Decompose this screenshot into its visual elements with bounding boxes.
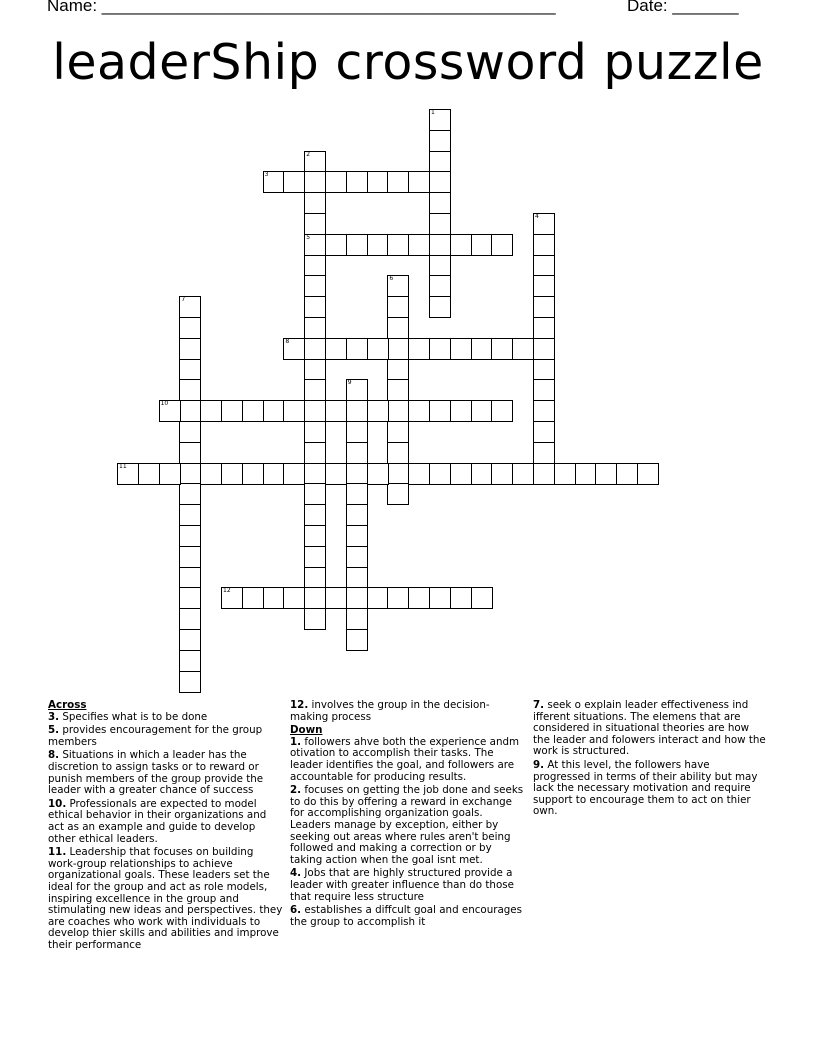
clue-column-1 <box>48 700 283 953</box>
crossword-cell[interactable] <box>408 463 430 485</box>
crossword-cell[interactable] <box>179 567 201 589</box>
crossword-cell[interactable] <box>429 463 451 485</box>
crossword-cell[interactable] <box>325 171 347 193</box>
crossword-cell[interactable] <box>200 400 222 422</box>
crossword-cell[interactable] <box>179 463 201 485</box>
crossword-cell[interactable] <box>533 400 555 422</box>
crossword-cell[interactable] <box>533 296 555 318</box>
crossword-cell[interactable] <box>533 255 555 277</box>
clue-across: 3. Specifies what is to be done <box>48 710 208 723</box>
crossword-cell[interactable] <box>325 400 347 422</box>
crossword-cell[interactable] <box>263 171 285 193</box>
crossword-cell[interactable] <box>325 234 347 256</box>
crossword-cell[interactable] <box>387 296 409 318</box>
crossword-cell[interactable] <box>387 463 409 485</box>
crossword-cell[interactable] <box>304 171 326 193</box>
crossword-cell[interactable] <box>346 442 368 464</box>
crossword-cell[interactable] <box>304 483 326 505</box>
crossword-cell[interactable] <box>387 587 409 609</box>
crossword-cell[interactable] <box>179 421 201 443</box>
crossword-cell[interactable] <box>221 463 243 485</box>
crossword-cell[interactable] <box>179 525 201 547</box>
clue-across: 5. provides encouragement for the group members <box>48 724 263 748</box>
crossword-cell[interactable] <box>179 608 201 630</box>
clue-number: 4 <box>535 213 539 220</box>
clue-number: 1 <box>431 109 435 116</box>
crossword-cell[interactable] <box>471 338 493 360</box>
crossword-cell[interactable] <box>408 234 430 256</box>
crossword-cell[interactable] <box>367 587 389 609</box>
crossword-cell[interactable] <box>179 546 201 568</box>
crossword-cell[interactable] <box>346 587 368 609</box>
crossword-cell[interactable] <box>304 213 326 235</box>
down-heading: Down <box>290 724 323 737</box>
crossword-cell[interactable] <box>304 525 326 547</box>
crossword-cell[interactable] <box>387 234 409 256</box>
clue-number: 5 <box>306 233 311 241</box>
crossword-cell[interactable] <box>429 171 451 193</box>
crossword-cell[interactable] <box>159 400 181 422</box>
crossword-cell[interactable] <box>325 338 347 360</box>
crossword-cell[interactable] <box>200 463 222 485</box>
crossword-cell[interactable] <box>179 587 201 609</box>
crossword-cell[interactable] <box>346 421 368 443</box>
crossword-cell[interactable] <box>179 650 201 672</box>
clue-column-3 <box>533 700 769 820</box>
crossword-cell[interactable] <box>408 338 430 360</box>
clue-across: 8. Situations in which a leader has the discretion to assign tasks or to reward or punish members of the group provide the leader with a greater chance of success <box>48 749 264 797</box>
crossword-cell[interactable] <box>325 463 347 485</box>
crossword-cell[interactable] <box>554 463 576 485</box>
clue-column-2 <box>290 700 526 930</box>
crossword-cell[interactable] <box>429 109 451 131</box>
across-heading: Across <box>48 699 87 711</box>
clue-across: 11. Leadership that focuses on building work-group relationships to achieve organizational goals. These leaders set the ideal for the group and act as role models, inspiring excellence in the group and stimulating new ideas and perspectives. they are coaches who work with individuals to develop thier skills and abilities and improve their performance <box>48 846 283 951</box>
clue-down: 6. establishes a diffcult goal and encourages the group to accomplish it <box>290 904 523 928</box>
clue-number: 3 <box>264 171 269 179</box>
page-title: leaderShip crossword puzzle <box>52 34 764 91</box>
crossword-cell[interactable] <box>346 171 368 193</box>
crossword-cell[interactable] <box>471 400 493 422</box>
crossword-cell[interactable] <box>283 463 305 485</box>
crossword-cell[interactable] <box>533 463 555 485</box>
crossword-cell[interactable] <box>304 400 326 422</box>
clue-number: 11 <box>119 462 127 470</box>
clue-down: 1. followers ahve both the experience andm otivation to accomplish their tasks. The leader identifies the goal, and followers are accountable for producing results. <box>290 735 520 783</box>
crossword-cell[interactable] <box>179 359 201 381</box>
crossword-cell[interactable] <box>242 400 264 422</box>
clue-across: 12. involves the group in the decision-making process <box>290 699 490 723</box>
crossword-cell[interactable] <box>387 442 409 464</box>
crossword-cell[interactable] <box>325 587 347 609</box>
crossword-cell[interactable] <box>283 171 305 193</box>
crossword-cell[interactable] <box>221 400 243 422</box>
crossword-cell[interactable] <box>387 275 409 297</box>
clue-number: 7 <box>181 296 186 304</box>
crossword-cell[interactable] <box>491 338 513 360</box>
crossword-cell[interactable] <box>408 171 430 193</box>
crossword-cell[interactable] <box>367 463 389 485</box>
crossword-cell[interactable] <box>117 463 139 485</box>
clue-number: 10 <box>160 400 169 408</box>
clue-number: 2 <box>306 150 311 158</box>
crossword-cell[interactable] <box>575 463 597 485</box>
crossword-cell[interactable] <box>179 400 201 422</box>
crossword-cell[interactable] <box>387 483 409 505</box>
crossword-cell[interactable] <box>346 400 368 422</box>
crossword-cell[interactable] <box>387 421 409 443</box>
crossword-cell[interactable] <box>304 421 326 443</box>
crossword-cell[interactable] <box>512 338 534 360</box>
crossword-cell[interactable] <box>304 234 326 256</box>
crossword-cell[interactable] <box>242 587 264 609</box>
crossword-cell[interactable] <box>429 275 451 297</box>
crossword-cell[interactable] <box>304 151 326 173</box>
crossword-cell[interactable] <box>304 317 326 339</box>
crossword-cell[interactable] <box>346 234 368 256</box>
crossword-cell[interactable] <box>367 171 389 193</box>
crossword-cell[interactable] <box>179 504 201 526</box>
crossword-cell[interactable] <box>367 338 389 360</box>
crossword-cell[interactable] <box>283 587 305 609</box>
crossword-cell[interactable] <box>304 338 326 360</box>
crossword-cell[interactable] <box>450 338 472 360</box>
crossword-cell[interactable] <box>304 442 326 464</box>
crossword-cell[interactable] <box>179 379 201 401</box>
crossword-cell[interactable] <box>533 421 555 443</box>
crossword-cell[interactable] <box>450 587 472 609</box>
clue-down: 9. At this level, the followers have progressed in terms of their ability but may lack the necessary motivation and require support to encourage them to act on thier own. <box>533 758 758 818</box>
crossword-cell[interactable] <box>179 483 201 505</box>
crossword-cell[interactable] <box>429 213 451 235</box>
crossword-cell[interactable] <box>263 400 285 422</box>
crossword-cell[interactable] <box>138 463 160 485</box>
crossword-cell[interactable] <box>616 463 638 485</box>
clue-down: 4. Jobs that are highly structured provide a leader with greater influence than do those that require less structure <box>290 867 514 903</box>
crossword-cell[interactable] <box>533 338 555 360</box>
crossword-cell[interactable] <box>533 442 555 464</box>
crossword-cell[interactable] <box>283 338 305 360</box>
crossword-cell[interactable] <box>387 338 409 360</box>
crossword-cell[interactable] <box>346 629 368 651</box>
crossword-cell[interactable] <box>304 587 326 609</box>
date-field-label: Date: _______ <box>627 0 739 15</box>
crossword-cell[interactable] <box>429 296 451 318</box>
crossword-cell[interactable] <box>346 504 368 526</box>
crossword-cell[interactable] <box>242 463 264 485</box>
crossword-cell[interactable] <box>179 317 201 339</box>
crossword-cell[interactable] <box>471 463 493 485</box>
crossword-cell[interactable] <box>429 338 451 360</box>
crossword-cell[interactable] <box>221 587 243 609</box>
crossword-cell[interactable] <box>304 275 326 297</box>
crossword-cell[interactable] <box>304 463 326 485</box>
crossword-cell[interactable] <box>491 400 513 422</box>
crossword-cell[interactable] <box>346 567 368 589</box>
crossword-cell[interactable] <box>346 463 368 485</box>
crossword-cell[interactable] <box>408 400 430 422</box>
crossword-cell[interactable] <box>387 400 409 422</box>
crossword-cell[interactable] <box>346 379 368 401</box>
crossword-cell[interactable] <box>304 192 326 214</box>
crossword-cell[interactable] <box>637 463 659 485</box>
crossword-cell[interactable] <box>471 234 493 256</box>
crossword-cell[interactable] <box>346 608 368 630</box>
crossword-cell[interactable] <box>159 463 181 485</box>
crossword-cell[interactable] <box>408 587 430 609</box>
crossword-cell[interactable] <box>429 130 451 152</box>
crossword-cell[interactable] <box>533 379 555 401</box>
crossword-cell[interactable] <box>263 463 285 485</box>
crossword-cell[interactable] <box>179 629 201 651</box>
crossword-cell[interactable] <box>429 192 451 214</box>
crossword-cell[interactable] <box>346 525 368 547</box>
clue-number: 12 <box>223 587 231 595</box>
crossword-cell[interactable] <box>179 296 201 318</box>
crossword-cell[interactable] <box>533 213 555 235</box>
crossword-cell[interactable] <box>367 234 389 256</box>
crossword-cell[interactable] <box>346 338 368 360</box>
clue-down: 2. focuses on getting the job done and seeks to do this by offering a reward in exchange for accomplishing organization goals. Leaders manage by exception, either by seeking out areas where rules aren't being followed and making a correction or by taking action when the goal isnt met. <box>290 784 524 866</box>
crossword-cell[interactable] <box>387 171 409 193</box>
crossword-cell[interactable] <box>304 296 326 318</box>
crossword-cell[interactable] <box>179 671 201 693</box>
clue-across: 10. Professionals are expected to model ethical behavior in their organizations and act as an example and guide to develop other ethical leaders. <box>48 797 267 845</box>
clue-down: 7. seek o explain leader effectiveness ind ifferent situations. The elemens that are considered in situational theories are how the leader and folowers interact and how the work is structured. <box>533 699 766 758</box>
crossword-cell[interactable] <box>304 379 326 401</box>
crossword-cell[interactable] <box>429 255 451 277</box>
crossword-cell[interactable] <box>283 400 305 422</box>
name-field-label: Name: ________________________________________________ <box>47 0 556 15</box>
crossword-cell[interactable] <box>387 317 409 339</box>
crossword-cell[interactable] <box>304 504 326 526</box>
crossword-cell[interactable] <box>179 338 201 360</box>
clue-number: 6 <box>389 275 394 283</box>
crossword-cell[interactable] <box>491 463 513 485</box>
crossword-cell[interactable] <box>346 546 368 568</box>
crossword-cell[interactable] <box>429 234 451 256</box>
crossword-cell[interactable] <box>533 359 555 381</box>
clue-number: 9 <box>347 379 352 387</box>
crossword-cell[interactable] <box>595 463 617 485</box>
crossword-cell[interactable] <box>304 546 326 568</box>
crossword-cell[interactable] <box>263 587 285 609</box>
crossword-cell[interactable] <box>304 567 326 589</box>
crossword-cell[interactable] <box>367 400 389 422</box>
crossword-cell[interactable] <box>512 463 534 485</box>
crossword-cell[interactable] <box>429 587 451 609</box>
crossword-cell[interactable] <box>533 317 555 339</box>
crossword-cell[interactable] <box>429 400 451 422</box>
crossword-cell[interactable] <box>450 463 472 485</box>
crossword-cell[interactable] <box>304 359 326 381</box>
crossword-cell[interactable] <box>533 275 555 297</box>
crossword-cell[interactable] <box>179 442 201 464</box>
crossword-cell[interactable] <box>346 483 368 505</box>
crossword-cell[interactable] <box>533 234 555 256</box>
clue-number: 8 <box>285 337 290 345</box>
crossword-cell[interactable] <box>429 151 451 173</box>
crossword-cell[interactable] <box>450 400 472 422</box>
crossword-cell[interactable] <box>471 587 493 609</box>
crossword-cell[interactable] <box>491 234 513 256</box>
crossword-cell[interactable] <box>304 608 326 630</box>
crossword-cell[interactable] <box>304 255 326 277</box>
crossword-cell[interactable] <box>387 379 409 401</box>
crossword-cell[interactable] <box>387 359 409 381</box>
crossword-cell[interactable] <box>450 234 472 256</box>
